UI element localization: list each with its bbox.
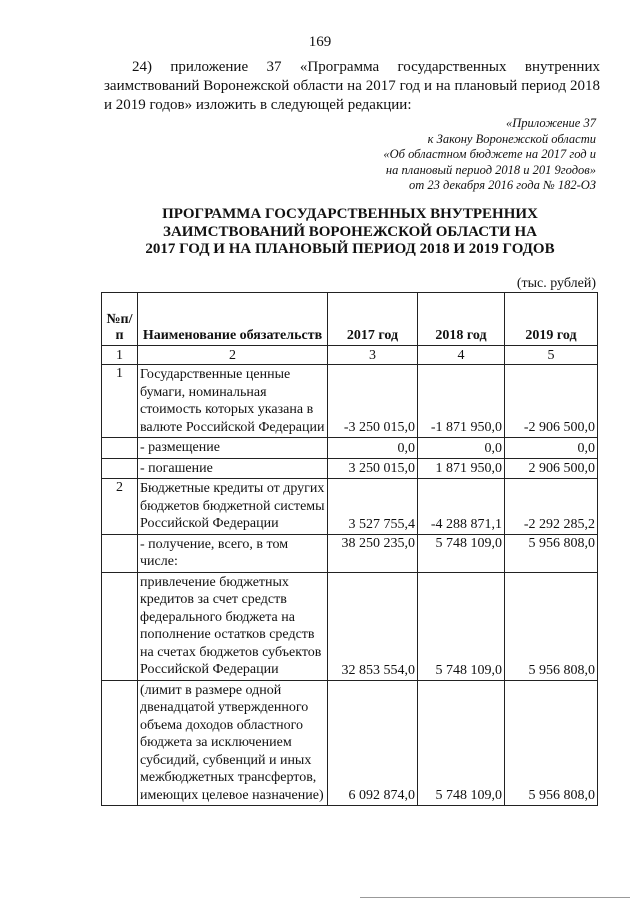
intro-paragraph: 24) приложение 37 «Программа государственных внутренних заимствований Воронежской области на 2017 год и на плановый период 2018 и 2019 годов» изложить в следующей редакции: (104, 59, 600, 113)
header-cell-name: Наименование обязательств (138, 293, 328, 346)
row-number (102, 572, 138, 680)
value-2019: -2 906 500,0 (505, 365, 598, 438)
value-2018: 5 748 109,0 (418, 680, 505, 806)
row-number (102, 458, 138, 479)
value-2018: 5 748 109,0 (418, 534, 505, 572)
table-row (102, 479, 598, 535)
header-cell-no: №п/п (102, 293, 138, 346)
value-2017: -3 250 015,0 (328, 365, 418, 438)
header-cell-2019: 2019 год (505, 293, 598, 346)
value-2019: 0,0 (505, 438, 598, 459)
table-row (102, 438, 598, 459)
table-row (102, 458, 598, 479)
appendix-reference (326, 116, 596, 194)
borrowing-table (101, 292, 598, 806)
value-2017: 3 527 755,4 (328, 479, 418, 535)
value-2017: 32 853 554,0 (328, 572, 418, 680)
row-number: 1 (102, 365, 138, 438)
value-2018: 5 748 109,0 (418, 572, 505, 680)
value-2017: 0,0 (328, 438, 418, 459)
row-number (102, 534, 138, 572)
appendix-line: от 23 декабря 2016 года № 182-ОЗ (409, 178, 596, 192)
value-2019: 5 956 808,0 (505, 534, 598, 572)
value-2018: 1 871 950,0 (418, 458, 505, 479)
value-2019: 2 906 500,0 (505, 458, 598, 479)
row-name: - получение, всего, в том числе: (138, 534, 328, 572)
index-cell: 3 (328, 346, 418, 365)
title-line: ЗАИМСТВОВАНИЙ ВОРОНЕЖСКОЙ ОБЛАСТИ НА (163, 223, 537, 240)
value-2017: 3 250 015,0 (328, 458, 418, 479)
value-2017: 38 250 235,0 (328, 534, 418, 572)
appendix-line: «Приложение 37 (506, 116, 596, 130)
title-line: ПРОГРАММА ГОСУДАРСТВЕННЫХ ВНУТРЕННИХ (162, 206, 538, 222)
appendix-line: к Закону Воронежской области (427, 131, 596, 146)
row-name: - погашение (138, 458, 328, 479)
title-line: 2017 ГОД И НА ПЛАНОВЫЙ ПЕРИОД 2018 И 2019 ГОДОВ (145, 241, 555, 257)
row-number (102, 680, 138, 806)
document-title (100, 206, 600, 259)
row-name: Бюджетные кредиты от других бюджетов бюджетной системы Российской Федерации (138, 479, 328, 535)
row-number (102, 438, 138, 459)
value-2018: -4 288 871,1 (418, 479, 505, 535)
value-2019: 5 956 808,0 (505, 680, 598, 806)
value-2017: 6 092 874,0 (328, 680, 418, 806)
row-name: Государственные ценные бумаги, номинальная стоимость которых указана в валюте Российской Федерации (138, 365, 328, 438)
appendix-line: «Об областном бюджете на 2017 год и (383, 147, 596, 161)
value-2019: -2 292 285,2 (505, 479, 598, 535)
index-cell: 4 (418, 346, 505, 365)
appendix-line: на плановый период 2018 и 201 9годов» (385, 162, 596, 177)
table-row (102, 680, 598, 806)
page-number: 169 (308, 34, 332, 50)
row-name: (лимит в размере одной двенадцатой утвержденного объема доходов областного бюджета за исключением субсидий, субвенций и иных межбюджетных трансфертов, имеющих целевое назначение) (138, 680, 328, 806)
value-2018: -1 871 950,0 (418, 365, 505, 438)
scan-edge-line (360, 897, 630, 898)
header-cell-2018: 2018 год (418, 293, 505, 346)
index-cell: 2 (138, 346, 328, 365)
table-row (102, 534, 598, 572)
row-name: привлечение бюджетных кредитов за счет средств федерального бюджета на пополнение остатков средств на счетах бюджетов субъектов Российской Федерации (138, 572, 328, 680)
header-cell-2017: 2017 год (328, 293, 418, 346)
table-row (102, 365, 598, 438)
row-number: 2 (102, 479, 138, 535)
header-row (102, 293, 598, 346)
value-2019: 5 956 808,0 (505, 572, 598, 680)
table-row (102, 572, 598, 680)
unit-label: (тыс. рублей) (516, 276, 596, 291)
row-name: - размещение (138, 438, 328, 459)
value-2018: 0,0 (418, 438, 505, 459)
index-row (102, 346, 598, 365)
index-cell: 5 (505, 346, 598, 365)
index-cell: 1 (102, 346, 138, 365)
